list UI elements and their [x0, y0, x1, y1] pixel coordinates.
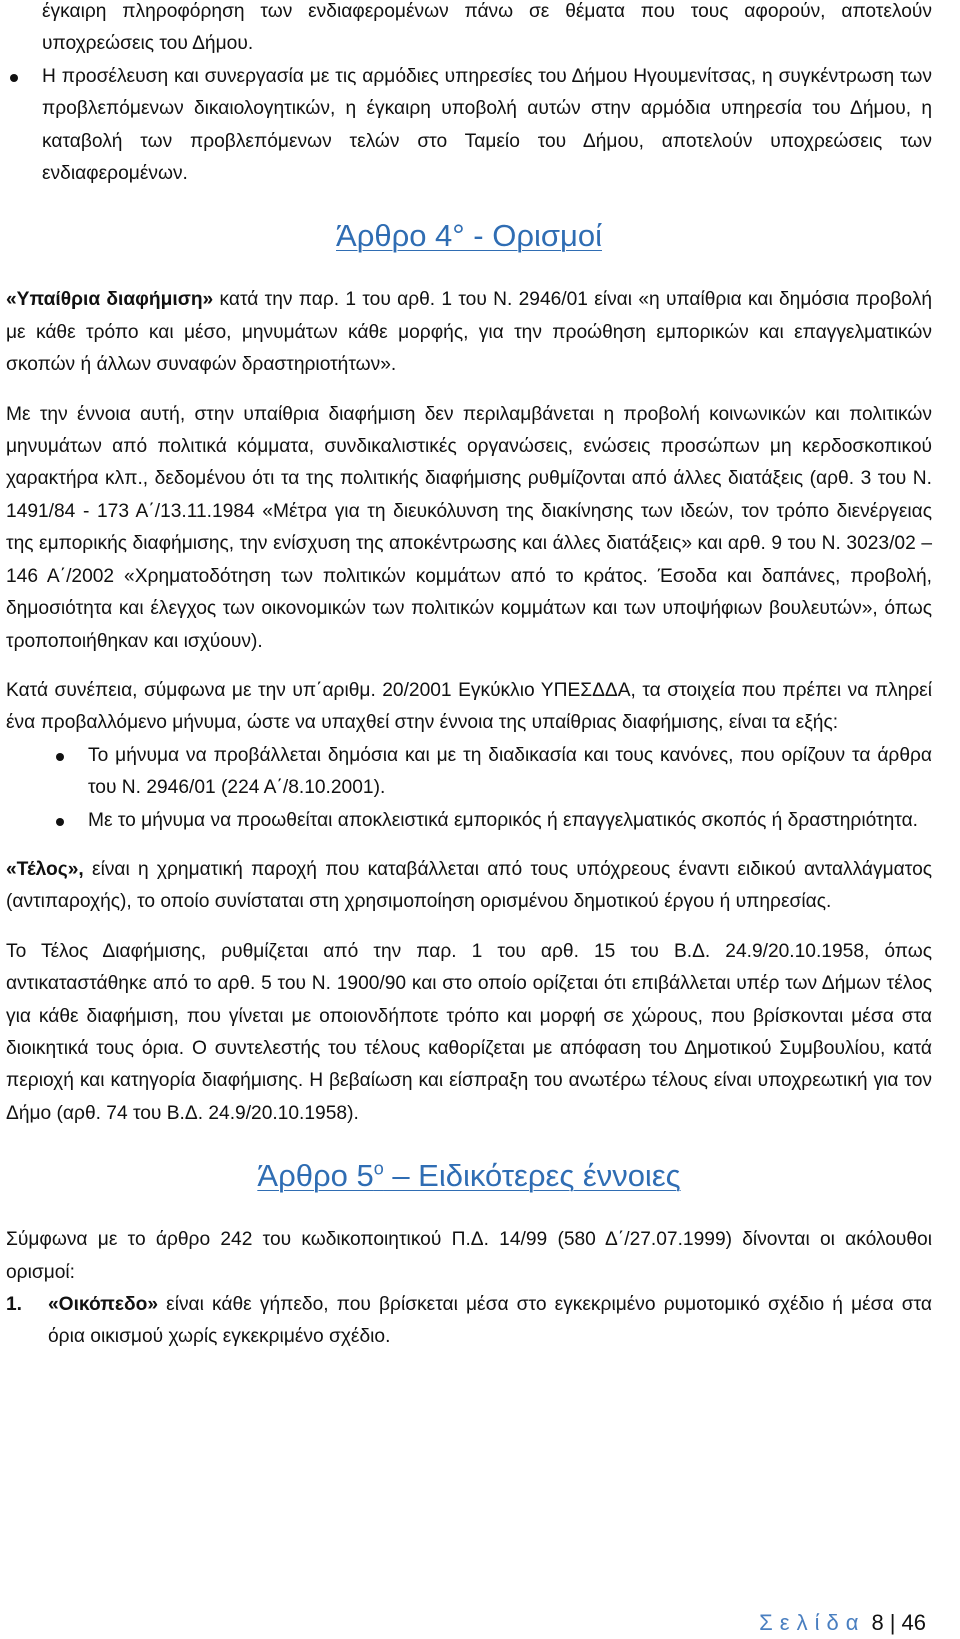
term-plot: «Οικόπεδο» — [48, 1294, 158, 1315]
definition-plot — [6, 1289, 932, 1354]
top-bullet-list — [6, 0, 932, 190]
definition-plot-text: είναι κάθε γήπεδο, που βρίσκεται μέσα στο εγκεκριμένο ρυμοτομικό σχέδιο ή μέσα στα όρια οικισμού χωρίς εγκεκριμένο σχέδιο. — [48, 1294, 932, 1348]
definition-fee — [6, 854, 932, 919]
page-label: Σελίδα — [759, 1610, 866, 1635]
term-fee: «Τέλος», — [6, 858, 84, 880]
page-total: 46 — [901, 1610, 926, 1635]
definition-fee-text: είναι η χρηματική παροχή που καταβάλλεται από τους υπόχρεους έναντι ειδικού ανταλλάγματος (αντιπαροχής), το οποίο συνίσταται στη χρησιμοποίηση ορισμένου δημοτικού έργου ή υπηρεσίας. — [6, 858, 932, 913]
bullet-item-obligations: Η προσέλευση και συνεργασία με τις αρμόδιες υπηρεσίες του Δήμου Ηγουμενίτσας, η συγκέντρωση των προβλεπόμενων δικαιολογητικών, η έγκαιρη υποβολή αυτών στην αρμόδια υπηρεσία του Δήμου, η καταβολή των προβλεπόμενων τελών στο Ταμείο του Δήμου, αποτελούν υποχρεώσεις των ενδιαφερομένων. — [6, 61, 932, 191]
article-5-heading-sup: ο — [373, 1158, 384, 1179]
article-5-heading-pre: Άρθρο 5 — [257, 1158, 374, 1194]
definition-plot-number: 1. — [6, 1294, 23, 1315]
article-5-intro: Σύμφωνα με το άρθρο 242 του κωδικοποιητικού Π.Δ. 14/99 (580 Δ΄/27.07.1999) δίνονται οι ακόλουθοι ορισμοί: — [6, 1229, 932, 1283]
article-5-heading — [6, 1156, 932, 1196]
paragraph-consequently: Κατά συνέπεια, σύμφωνα με την υπ΄αριθμ. 20/2001 Εγκύκλιο ΥΠΕΣΔΔΑ, τα στοιχεία που πρέπει να πληρεί ένα προβαλλόμενο μήνυμα, ώστε να υπαχθεί στην έννοια της υπαίθριας διαφήμισης, είναι τα εξής: — [6, 679, 932, 734]
article-4-heading — [6, 216, 932, 256]
page-footer — [759, 1610, 926, 1636]
definition-outdoor-advertising-text: κατά την παρ. 1 του αρθ. 1 του Ν. 2946/01 είναι «η υπαίθρια και δημόσια προβολή με κάθε τρόπο και μέσο, μηνυμάτων κάθε μορφής, για την προώθηση εμπορικών και επαγγελματικών σκοπών ή άλλων συναφών δραστηριοτήτων». — [6, 289, 932, 376]
paragraph-political-messages: Με την έννοια αυτή, στην υπαίθρια διαφήμιση δεν περιλαμβάνεται η προβολή κοινωνικών και πολιτικών μηνυμάτων από πολιτικά κόμματα, συνδικαλιστικές οργανώσεις, ενώσεις προσώπων μη κερδοσκοπικού χαρακτήρα κλπ., δεδομένου ότι τα της πολιτικής διαφήμισης ρυθμίζονται από άλλες διατάξεις (αρθ. 3 του Ν. 1491/84 - 173 Α΄/13.11.1984 «Μέτρα για τη διευκόλυνση της διακίνησης των ιδεών, τον τρόπο διενέργειας της εμπορικής διαφήμισης, την ενίσχυση της αποκέντρωσης και άλλες διατάξεις» και αρθ. 9 του Ν. 3023/02 – 146 Α΄/2002 «Χρηματοδότηση των πολιτικών κομμάτων από το κράτος. Έσοδα και δαπάνες, προβολή, δημοσιότητα και έλεγχος των οικονομικών των πολιτικών κομμάτων και των υποψήφιων βουλευτών», όπως τροποποιήθηκαν και ισχύουν). — [6, 403, 932, 652]
page-separator: | — [889, 1610, 896, 1635]
article-5-heading-text — [257, 1158, 680, 1193]
article-5-heading-post: – Ειδικότερες έννοιες — [383, 1158, 681, 1194]
page-number: 8 — [871, 1610, 884, 1635]
criteria-item-commercial-purpose: Με το μήνυμα να προωθείται αποκλειστικά εμπορικός ή επαγγελματικός σκοπός ή δραστηριότητα. — [6, 805, 932, 837]
term-outdoor-advertising: «Υπαίθρια διαφήμιση» — [6, 289, 214, 311]
paragraph-advertising-fee: Το Τέλος Διαφήμισης, ρυθμίζεται από την παρ. 1 του αρθ. 15 του Β.Δ. 24.9/20.10.1958, όπως αντικαταστάθηκε από το αρθ. 5 του Ν. 1900/90 και στο οποίο ορίζεται ότι επιβάλλεται υπέρ των Δήμων τέλος για κάθε διαφήμιση, που γίνεται με οποιονδήποτε τρόπο και μορφή σε χώρους, που βρίσκονται μέσα στα διοικητικά τους όρια. Ο συντελεστής του τέλους καθορίζεται με απόφαση του Δημοτικού Συμβουλίου, κατά περιοχή και κατηγορία διαφήμισης. Η βεβαίωση και είσπραξη του ανωτέρω τέλους είναι υποχρεωτική για τον Δήμο (αρθ. 74 του Β.Δ. 24.9/20.10.1958). — [6, 940, 932, 1124]
bullet-continuation: έγκαιρη πληροφόρηση των ενδιαφερομένων πάνω σε θέματα που τους αφορούν, αποτελούν υποχρεώσεις του Δήμου. — [42, 1, 932, 55]
criteria-item-public-display: Το μήνυμα να προβάλλεται δημόσια και με τη διαδικασία και τους κανόνες, που ορίζουν τα άρθρα του Ν. 2946/01 (224 Α΄/8.10.2001). — [6, 740, 932, 805]
article-4-heading-text: Άρθρο 4° - Ορισμοί — [336, 218, 602, 254]
definition-outdoor-advertising — [6, 284, 932, 381]
criteria-bullet-list — [6, 740, 932, 837]
